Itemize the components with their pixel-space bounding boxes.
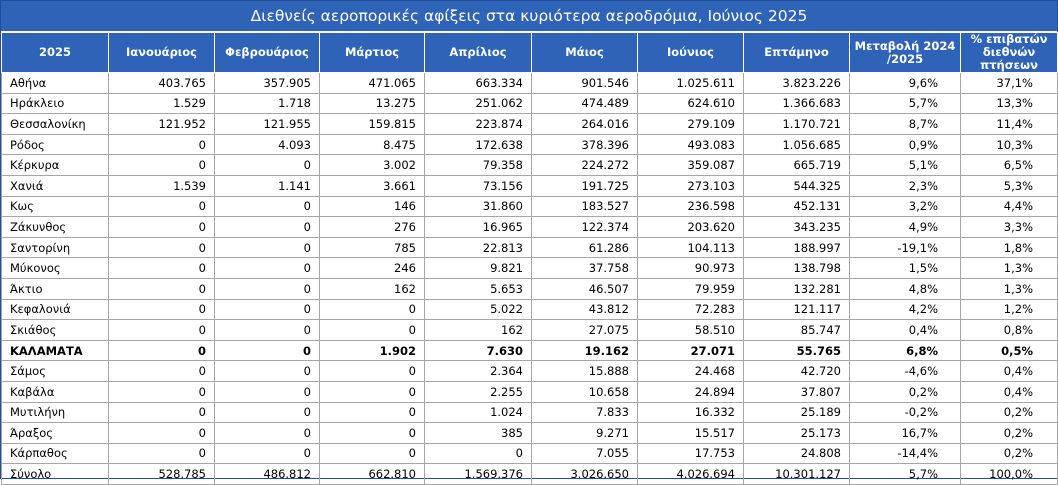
airport-name-cell: Μυτιλήνη — [2, 402, 109, 423]
table-cell: 1,3% — [961, 278, 1058, 299]
table-cell: 121.955 — [215, 114, 320, 135]
table-cell: 5,3% — [961, 175, 1058, 196]
table-row — [2, 443, 1058, 464]
table-cell: 2.255 — [425, 381, 532, 402]
table-cell: 43.812 — [532, 299, 638, 320]
airport-name-cell: Ηράκλειο — [2, 93, 109, 114]
table-cell: 104.113 — [638, 237, 744, 258]
table-cell: 4.093 — [215, 134, 320, 155]
airport-name-cell: Κως — [2, 196, 109, 217]
table-row — [2, 320, 1058, 341]
table-cell: 0 — [109, 361, 215, 382]
table-cell: 0,2% — [961, 443, 1058, 464]
table-cell: 8.475 — [320, 134, 425, 155]
table-cell: 1.141 — [215, 175, 320, 196]
table-cell: 359.087 — [638, 155, 744, 176]
table-cell: 27.075 — [532, 320, 638, 341]
table-row — [2, 155, 1058, 176]
table-cell: 493.083 — [638, 134, 744, 155]
table-cell: 0 — [215, 381, 320, 402]
table-cell: 73.156 — [425, 175, 532, 196]
airport-name-cell: Μύκονος — [2, 258, 109, 279]
col-header: Μάιος — [532, 33, 638, 73]
table-cell: 0 — [215, 423, 320, 444]
table-cell: 3.026.650 — [532, 464, 638, 485]
table-cell: 528.785 — [109, 464, 215, 485]
table-cell: 61.286 — [532, 237, 638, 258]
table-cell: 544.325 — [744, 175, 850, 196]
table-cell: 42.720 — [744, 361, 850, 382]
table-cell: 15.888 — [532, 361, 638, 382]
table-cell: 0 — [320, 361, 425, 382]
table-cell: 5,1% — [850, 155, 961, 176]
table-cell: 1.366.683 — [744, 93, 850, 114]
table-cell: 4,4% — [961, 196, 1058, 217]
table-row — [2, 175, 1058, 196]
table-cell: 183.527 — [532, 196, 638, 217]
table-cell: 4,2% — [850, 299, 961, 320]
table-cell: 662.810 — [320, 464, 425, 485]
table-cell: 4,8% — [850, 278, 961, 299]
table-cell: 1.569.376 — [425, 464, 532, 485]
table-cell: 0,9% — [850, 134, 961, 155]
table-cell: 0 — [215, 258, 320, 279]
table-cell: 2.364 — [425, 361, 532, 382]
table-cell: 385 — [425, 423, 532, 444]
table-row — [2, 258, 1058, 279]
col-header: Ιούνιος — [638, 33, 744, 73]
table-cell: 785 — [320, 237, 425, 258]
table-cell: 146 — [320, 196, 425, 217]
airport-name-cell: Άκτιο — [2, 278, 109, 299]
table-row — [2, 114, 1058, 135]
table-cell: 273.103 — [638, 175, 744, 196]
table-cell: 0,5% — [961, 340, 1058, 361]
table-cell: 15.517 — [638, 423, 744, 444]
table-row — [2, 361, 1058, 382]
airport-name-cell: Καβάλα — [2, 381, 109, 402]
airport-name-cell: Κέρκυρα — [2, 155, 109, 176]
airport-name-cell: Σκιάθος — [2, 320, 109, 341]
table-cell: 7.055 — [532, 443, 638, 464]
table-cell: 8,7% — [850, 114, 961, 135]
table-cell: 357.905 — [215, 73, 320, 94]
table-cell: 11,4% — [961, 114, 1058, 135]
table-cell: 2,3% — [850, 175, 961, 196]
table-cell: 37.758 — [532, 258, 638, 279]
table-cell: 7.630 — [425, 340, 532, 361]
table-cell: 10,3% — [961, 134, 1058, 155]
airport-name-cell: Ρόδος — [2, 134, 109, 155]
table-row — [2, 93, 1058, 114]
table-cell: 246 — [320, 258, 425, 279]
table-row — [2, 464, 1058, 485]
table-cell: 0,4% — [961, 381, 1058, 402]
table-cell: 90.973 — [638, 258, 744, 279]
table-cell: 9.271 — [532, 423, 638, 444]
table-cell: 0 — [109, 443, 215, 464]
col-header: % επιβατών διεθνών πτήσεων — [961, 33, 1058, 73]
table-cell: 0,2% — [961, 423, 1058, 444]
table-row — [2, 278, 1058, 299]
table-cell: 13,3% — [961, 93, 1058, 114]
header-row — [2, 33, 1058, 73]
table-cell: 121.117 — [744, 299, 850, 320]
table-cell: 0 — [215, 402, 320, 423]
table-cell: 0 — [109, 196, 215, 217]
table-cell: 0 — [215, 361, 320, 382]
table-cell: 9.821 — [425, 258, 532, 279]
table-row — [2, 423, 1058, 444]
table-cell: 5,7% — [850, 464, 961, 485]
table-cell: 72.283 — [638, 299, 744, 320]
arrivals-table — [1, 32, 1058, 485]
table-row — [2, 299, 1058, 320]
table-cell: 1.025.611 — [638, 73, 744, 94]
table-cell: 79.959 — [638, 278, 744, 299]
airport-name-cell: Θεσσαλονίκη — [2, 114, 109, 135]
table-cell: 9,6% — [850, 73, 961, 94]
table-cell: 0 — [425, 443, 532, 464]
table-cell: 16.332 — [638, 402, 744, 423]
table-cell: 10.301.127 — [744, 464, 850, 485]
col-header: Φεβρουάριος — [215, 33, 320, 73]
table-cell: 0 — [215, 237, 320, 258]
table-cell: 0 — [215, 320, 320, 341]
table-cell: 159.815 — [320, 114, 425, 135]
table-cell: 0 — [109, 299, 215, 320]
table-cell: 37,1% — [961, 73, 1058, 94]
table-cell: 0 — [109, 237, 215, 258]
table-cell: 251.062 — [425, 93, 532, 114]
table-cell: 79.358 — [425, 155, 532, 176]
table-cell: 224.272 — [532, 155, 638, 176]
table-cell: 1,2% — [961, 299, 1058, 320]
table-cell: 31.860 — [425, 196, 532, 217]
airport-name-cell: Σύνολο — [2, 464, 109, 485]
table-cell: 1,5% — [850, 258, 961, 279]
table-cell: 3,3% — [961, 217, 1058, 238]
table-cell: 486.812 — [215, 464, 320, 485]
table-row — [2, 134, 1058, 155]
table-cell: 223.874 — [425, 114, 532, 135]
table-cell: 4.026.694 — [638, 464, 744, 485]
table-cell: 27.071 — [638, 340, 744, 361]
table-cell: 4,9% — [850, 217, 961, 238]
table-cell: 0,4% — [850, 320, 961, 341]
table-cell: 403.765 — [109, 73, 215, 94]
table-cell: 22.813 — [425, 237, 532, 258]
table-cell: -14,4% — [850, 443, 961, 464]
table-cell: 0 — [109, 258, 215, 279]
table-row — [2, 237, 1058, 258]
table-cell: 0 — [215, 217, 320, 238]
table-cell: 236.598 — [638, 196, 744, 217]
table-cell: 1,3% — [961, 258, 1058, 279]
table-cell: 0,4% — [961, 361, 1058, 382]
table-cell: 279.109 — [638, 114, 744, 135]
table-row — [2, 340, 1058, 361]
airport-name-cell: Αθήνα — [2, 73, 109, 94]
col-header: Ιανουάριος — [109, 33, 215, 73]
table-cell: 24.894 — [638, 381, 744, 402]
table-cell: 0,2% — [850, 381, 961, 402]
table-body — [2, 73, 1058, 485]
col-header: Απρίλιος — [425, 33, 532, 73]
table-cell: 0 — [109, 134, 215, 155]
table-title: Διεθνείς αεροπορικές αφίξεις στα κυριότερα αεροδρόμια, Ιούνιος 2025 — [1, 1, 1057, 32]
table-cell: 665.719 — [744, 155, 850, 176]
table-cell: 19.162 — [532, 340, 638, 361]
table-cell: 7.833 — [532, 402, 638, 423]
table-cell: 24.808 — [744, 443, 850, 464]
table-cell: 203.620 — [638, 217, 744, 238]
table-cell: 0 — [215, 196, 320, 217]
table-cell: 3,2% — [850, 196, 961, 217]
table-cell: 0 — [109, 320, 215, 341]
table-cell: 0 — [215, 278, 320, 299]
table-cell: 1.529 — [109, 93, 215, 114]
table-cell: 1.056.685 — [744, 134, 850, 155]
table-cell: 24.468 — [638, 361, 744, 382]
airport-name-cell: ΚΑΛΑΜΑΤΑ — [2, 340, 109, 361]
table-cell: 0 — [109, 402, 215, 423]
table-cell: 58.510 — [638, 320, 744, 341]
table-cell: 6,5% — [961, 155, 1058, 176]
table-row — [2, 402, 1058, 423]
table-cell: 46.507 — [532, 278, 638, 299]
table-cell: 0 — [215, 340, 320, 361]
table-cell: 188.997 — [744, 237, 850, 258]
table-cell: 0 — [109, 381, 215, 402]
airport-name-cell: Σάμος — [2, 361, 109, 382]
table-cell: 624.610 — [638, 93, 744, 114]
table-cell: 1.902 — [320, 340, 425, 361]
table-cell: 0 — [109, 423, 215, 444]
table-cell: 0 — [109, 278, 215, 299]
table-row — [2, 73, 1058, 94]
table-cell: -19,1% — [850, 237, 961, 258]
table-cell: 452.131 — [744, 196, 850, 217]
table-cell: 276 — [320, 217, 425, 238]
col-header: Μάρτιος — [320, 33, 425, 73]
airport-name-cell: Άραξος — [2, 423, 109, 444]
table-cell: 138.798 — [744, 258, 850, 279]
table-cell: 1.539 — [109, 175, 215, 196]
table-cell: 0 — [109, 340, 215, 361]
table-cell: -4,6% — [850, 361, 961, 382]
table-cell: 264.016 — [532, 114, 638, 135]
table-cell: 378.396 — [532, 134, 638, 155]
table-cell: 6,8% — [850, 340, 961, 361]
table-cell: 343.235 — [744, 217, 850, 238]
table-cell: 1.024 — [425, 402, 532, 423]
table-cell: 0 — [320, 443, 425, 464]
table-cell: 471.065 — [320, 73, 425, 94]
airport-name-cell: Κεφαλονιά — [2, 299, 109, 320]
table-cell: 474.489 — [532, 93, 638, 114]
table-cell: 0 — [215, 299, 320, 320]
table-cell: 0 — [215, 443, 320, 464]
table-cell: -0,2% — [850, 402, 961, 423]
table-cell: 5.653 — [425, 278, 532, 299]
table-cell: 901.546 — [532, 73, 638, 94]
table-cell: 17.753 — [638, 443, 744, 464]
table-cell: 0,2% — [961, 402, 1058, 423]
col-header: Επτάμηνο — [744, 33, 850, 73]
table-cell: 191.725 — [532, 175, 638, 196]
table-cell: 25.189 — [744, 402, 850, 423]
table-cell: 0 — [320, 320, 425, 341]
table-cell: 162 — [425, 320, 532, 341]
table-cell: 55.765 — [744, 340, 850, 361]
airport-name-cell: Ζάκυνθος — [2, 217, 109, 238]
table-cell: 172.638 — [425, 134, 532, 155]
table-cell: 1.718 — [215, 93, 320, 114]
table-cell: 0 — [320, 299, 425, 320]
table-cell: 37.807 — [744, 381, 850, 402]
table-cell: 16,7% — [850, 423, 961, 444]
table-cell: 3.823.226 — [744, 73, 850, 94]
airport-name-cell: Κάρπαθος — [2, 443, 109, 464]
table-cell: 122.374 — [532, 217, 638, 238]
table-cell: 5,7% — [850, 93, 961, 114]
table-cell: 5.022 — [425, 299, 532, 320]
table-cell: 0 — [109, 155, 215, 176]
table-cell: 3.002 — [320, 155, 425, 176]
table-row — [2, 217, 1058, 238]
col-header: Μεταβολή 2024 /2025 — [850, 33, 961, 73]
table-cell: 100,0% — [961, 464, 1058, 485]
table-cell: 0,8% — [961, 320, 1058, 341]
col-header: 2025 — [2, 33, 109, 73]
table-cell: 0 — [320, 402, 425, 423]
airport-name-cell: Χανιά — [2, 175, 109, 196]
table-cell: 13.275 — [320, 93, 425, 114]
table-cell: 0 — [320, 423, 425, 444]
table-cell: 85.747 — [744, 320, 850, 341]
table-cell: 16.965 — [425, 217, 532, 238]
table-cell: 663.334 — [425, 73, 532, 94]
table-cell: 132.281 — [744, 278, 850, 299]
table-cell: 0 — [109, 217, 215, 238]
table-cell: 162 — [320, 278, 425, 299]
table-cell: 0 — [215, 155, 320, 176]
table-row — [2, 381, 1058, 402]
table-cell: 3.661 — [320, 175, 425, 196]
table-cell: 1.170.721 — [744, 114, 850, 135]
airport-name-cell: Σαντορίνη — [2, 237, 109, 258]
table-cell: 25.173 — [744, 423, 850, 444]
table-row — [2, 196, 1058, 217]
table-cell: 1,8% — [961, 237, 1058, 258]
table-cell: 10.658 — [532, 381, 638, 402]
table-cell: 121.952 — [109, 114, 215, 135]
table-cell: 0 — [320, 381, 425, 402]
